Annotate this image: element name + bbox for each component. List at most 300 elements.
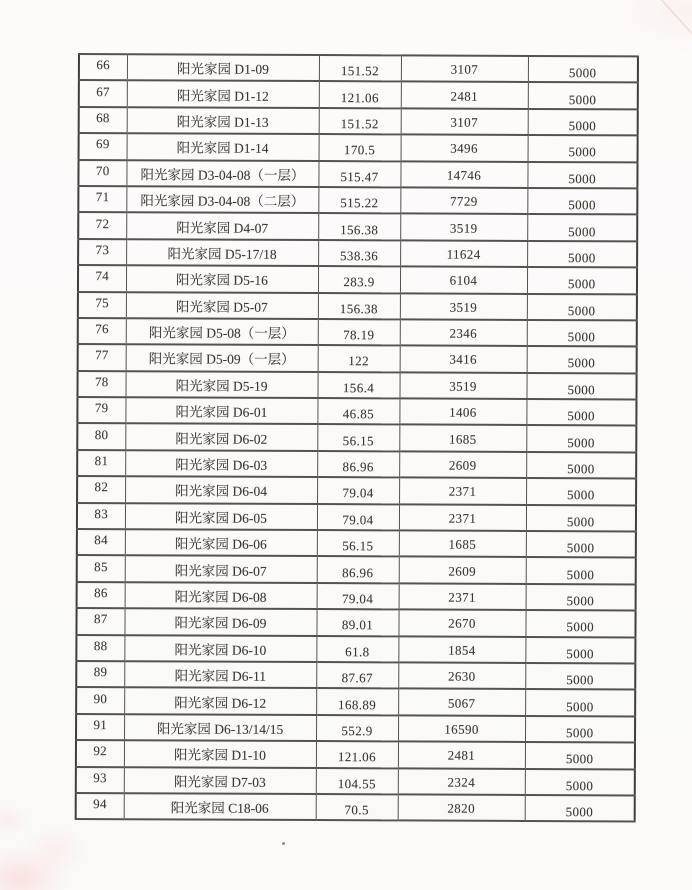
table-row [79, 107, 638, 136]
cell-row-number-text: 90 [93, 690, 108, 706]
cell-deposit [527, 188, 637, 215]
cell-area [316, 794, 398, 821]
cell-area-text: 515.22 [340, 195, 379, 211]
cell-amount-text: 2371 [448, 484, 477, 500]
table-row [78, 292, 637, 321]
cell-amount [399, 478, 526, 505]
cell-area [316, 688, 398, 715]
cell-amount-text: 2670 [448, 616, 476, 632]
cell-amount-text: 2324 [447, 774, 476, 790]
cell-row-number [76, 740, 124, 767]
cell-area [318, 213, 400, 240]
table-row [78, 265, 637, 294]
cell-deposit-text: 5000 [565, 777, 594, 793]
cell-unit-name [124, 793, 316, 820]
cell-unit-name-text: 阳光家园 D5-16 [176, 272, 268, 289]
cell-area [318, 240, 400, 267]
table-row [77, 529, 636, 558]
cell-row-number [76, 608, 124, 635]
cell-unit-name-text: 阳光家园 D5-19 [175, 378, 268, 394]
cell-unit-name-text: 阳光家园 D1-12 [176, 88, 269, 104]
cell-deposit-text: 5000 [566, 619, 595, 635]
cell-unit-name-text: 阳光家园 D6-05 [175, 510, 267, 526]
cell-area [319, 81, 401, 108]
cell-unit-name-text: 阳光家园 D4-07 [176, 219, 269, 236]
cell-amount-text: 1685 [448, 536, 477, 552]
cell-deposit-text: 5000 [567, 408, 596, 424]
cell-deposit-text: 5000 [568, 223, 596, 239]
cell-row-number-text: 93 [93, 769, 107, 785]
cell-deposit-text: 5000 [567, 461, 595, 477]
cell-amount-text: 1685 [448, 431, 477, 447]
cell-unit-name [126, 345, 318, 372]
cell-area [316, 662, 398, 689]
table-row [77, 503, 636, 532]
cell-unit-name [125, 424, 317, 451]
table-row [76, 608, 635, 637]
cell-unit-name-text: 阳光家园 D6-03 [175, 457, 268, 473]
cell-amount [399, 425, 526, 452]
cell-deposit-text: 5000 [568, 118, 597, 134]
cell-deposit [527, 214, 637, 241]
cell-unit-name-text: 阳光家园 D6-02 [175, 431, 268, 447]
cell-area-text: 122 [348, 353, 370, 369]
cell-amount [400, 319, 527, 346]
table-row [77, 582, 636, 611]
cell-area-text: 121.06 [337, 749, 377, 765]
cell-area [316, 768, 398, 795]
table-row [76, 740, 635, 769]
cell-row-number [79, 80, 127, 107]
cell-amount-text: 16590 [444, 721, 479, 737]
table-row [77, 476, 636, 505]
cell-row-number [79, 54, 127, 81]
cell-unit-name [126, 318, 318, 345]
cell-amount-text: 3107 [450, 114, 479, 130]
cell-area-text: 283.9 [343, 274, 375, 290]
cell-unit-name [124, 635, 316, 662]
cell-amount-text: 2820 [447, 800, 476, 816]
table-row [79, 80, 638, 109]
cell-unit-name-text: 阳光家园 D6-09 [174, 615, 267, 632]
cell-amount-text: 2481 [450, 88, 479, 104]
cell-row-number [77, 503, 125, 530]
cell-amount-text: 3519 [449, 220, 478, 236]
cell-unit-name [126, 265, 318, 292]
cell-unit-name-text: 阳光家园 D6-06 [174, 536, 267, 553]
cell-row-number-text: 75 [95, 294, 109, 310]
cell-amount [398, 662, 525, 689]
cell-row-number [77, 476, 125, 503]
cell-amount [398, 742, 525, 769]
cell-row-number-text: 87 [93, 611, 108, 627]
table-row [78, 186, 637, 215]
cell-row-number [77, 450, 125, 477]
cell-area-text: 170.5 [343, 142, 376, 158]
cell-deposit-text: 5000 [565, 751, 594, 767]
cell-area [317, 583, 399, 610]
table-row [78, 239, 637, 268]
cell-amount [398, 689, 525, 716]
cell-area-text: 79.04 [341, 591, 374, 607]
cell-area [318, 293, 400, 320]
cell-row-number-text: 69 [96, 136, 110, 152]
cell-row-number [76, 687, 124, 714]
cell-row-number-text: 71 [95, 189, 110, 205]
cell-amount-text: 2371 [448, 589, 476, 605]
cell-row-number [79, 107, 127, 134]
cell-row-number [76, 793, 124, 820]
cell-row-number-text: 83 [94, 505, 109, 521]
table-row [77, 423, 636, 452]
cell-area-text: 168.89 [338, 696, 377, 712]
cell-amount-text: 3519 [449, 299, 478, 315]
cell-deposit-text: 5000 [567, 302, 596, 318]
cell-deposit [526, 452, 636, 479]
cell-area-text: 156.38 [339, 300, 378, 317]
cell-unit-name [126, 292, 318, 319]
cell-area-text: 515.47 [340, 168, 379, 185]
cell-area [316, 636, 398, 663]
cell-deposit-text: 5000 [566, 593, 595, 609]
cell-row-number-text: 76 [95, 321, 109, 337]
table-row [77, 450, 636, 479]
cell-area-text: 56.15 [342, 432, 374, 448]
cell-deposit-text: 5000 [568, 144, 597, 160]
cell-row-number-text: 68 [96, 110, 110, 126]
cell-row-number [77, 397, 125, 424]
cell-deposit [525, 663, 635, 690]
cell-area-text: 156.4 [342, 380, 375, 396]
cell-row-number [78, 160, 126, 187]
cell-row-number-text: 77 [95, 347, 109, 363]
cell-amount-text: 3416 [449, 352, 477, 368]
cell-deposit [525, 795, 635, 822]
cell-unit-name-text: 阳光家园 D5-07 [175, 299, 268, 315]
cell-row-number [78, 239, 126, 266]
cell-area [318, 319, 400, 346]
cell-area-text: 552.9 [341, 723, 373, 739]
cell-unit-name [124, 661, 316, 688]
table-row [78, 212, 637, 241]
cell-deposit-text: 5000 [566, 698, 594, 714]
cell-area-text: 538.36 [340, 248, 379, 264]
cell-row-number [77, 529, 125, 556]
table-row [78, 344, 637, 373]
cell-row-number [77, 582, 125, 609]
cell-amount [399, 372, 526, 399]
cell-row-number [78, 186, 126, 213]
cell-amount-text: 2371 [448, 510, 477, 526]
table-row [78, 160, 637, 189]
cell-area [317, 425, 399, 452]
cell-area [317, 398, 399, 425]
cell-unit-name [125, 529, 317, 556]
cell-unit-name-text: 阳光家园 C18-06 [170, 800, 269, 816]
cell-area-text: 79.04 [342, 511, 374, 528]
cell-deposit-text: 5000 [567, 276, 596, 292]
cell-deposit [527, 293, 637, 320]
cell-area-text: 86.96 [342, 564, 374, 580]
cell-unit-name [127, 81, 319, 108]
cell-row-number-text: 91 [93, 717, 108, 733]
cell-deposit [526, 557, 636, 584]
cell-area-text: 104.55 [337, 775, 376, 792]
cell-area-text: 56.15 [342, 538, 374, 554]
cell-row-number-text: 67 [96, 83, 110, 99]
cell-amount-text: 1854 [448, 642, 476, 658]
table-row [76, 767, 635, 796]
cell-deposit-text: 5000 [565, 804, 594, 820]
cell-amount-text: 14746 [446, 167, 482, 183]
cell-deposit [528, 56, 638, 83]
cell-row-number-text: 85 [94, 558, 108, 574]
cell-deposit-text: 5000 [566, 566, 595, 582]
cell-deposit-text: 5000 [568, 250, 596, 266]
page-curl-artifact [654, 0, 692, 42]
cell-unit-name [124, 767, 316, 794]
cell-amount [399, 451, 526, 478]
cell-amount-text: 2346 [449, 325, 478, 341]
cell-row-number [77, 371, 125, 398]
cell-deposit [525, 742, 635, 769]
cell-amount [398, 610, 525, 637]
cell-area-text: 89.01 [341, 617, 374, 633]
cell-unit-name-text: 阳光家园 D6-10 [174, 642, 267, 658]
cell-deposit [528, 109, 638, 136]
cell-row-number [76, 661, 124, 688]
cell-area-text: 78.19 [343, 327, 375, 343]
cell-area [318, 161, 400, 188]
cell-unit-name [127, 133, 319, 160]
cell-row-number [78, 344, 126, 371]
cell-amount [398, 794, 525, 821]
cell-deposit [526, 425, 636, 452]
table-row [78, 318, 637, 347]
cell-amount [398, 768, 525, 795]
cell-unit-name [125, 503, 317, 530]
cell-row-number-text: 84 [94, 532, 108, 548]
cell-unit-name [124, 740, 316, 767]
cell-amount-text: 11624 [446, 246, 481, 262]
table-row [76, 793, 635, 822]
cell-unit-name [126, 213, 318, 240]
table-row [79, 54, 638, 83]
cell-deposit [525, 769, 635, 796]
cell-row-number-text: 92 [93, 743, 108, 759]
cell-unit-name-text: 阳光家园 D6-11 [174, 668, 267, 684]
cell-area [317, 477, 399, 504]
cell-area [319, 134, 401, 161]
cell-unit-name-text: 阳光家园 D6-04 [175, 483, 268, 500]
cell-row-number [78, 212, 126, 239]
cell-row-number-text: 86 [94, 585, 108, 601]
cell-unit-name [124, 688, 316, 715]
cell-amount [398, 636, 525, 663]
cell-deposit-text: 5000 [567, 382, 596, 398]
cell-amount [400, 240, 527, 267]
cell-unit-name [125, 397, 317, 424]
cell-amount [399, 557, 526, 584]
cell-area-text: 86.96 [342, 459, 374, 475]
cell-deposit-text: 5000 [566, 672, 594, 688]
cell-row-number-text: 66 [96, 57, 111, 73]
cell-area [317, 504, 399, 531]
cell-unit-name-text: 阳光家园 D1-13 [176, 114, 269, 130]
cell-unit-name-text: 阳光家园 D3-04-08（一层） [140, 167, 305, 183]
cell-row-number-text: 82 [94, 479, 109, 495]
cell-unit-name-text: 阳光家园 D6-07 [174, 563, 267, 579]
cell-unit-name-text: 阳光家园 D5-08（一层） [148, 325, 295, 342]
table-row [76, 687, 635, 716]
cell-deposit-text: 5000 [567, 329, 596, 345]
cell-area [316, 715, 398, 742]
cell-row-number [78, 265, 126, 292]
cell-deposit [527, 241, 637, 268]
cell-amount-text: 2609 [448, 457, 477, 473]
cell-deposit-text: 5000 [565, 725, 594, 741]
cell-unit-name-text: 阳光家园 D6-01 [175, 404, 268, 421]
cell-area-text: 70.5 [344, 802, 369, 818]
cell-unit-name-text: 阳光家园 D6-13/14/15 [156, 721, 284, 737]
table-row [77, 371, 636, 400]
cell-amount-text: 3519 [449, 378, 477, 394]
cell-area [317, 372, 399, 399]
cell-area-text: 61.8 [345, 643, 370, 660]
ink-dot-artifact [282, 842, 285, 845]
cell-amount [398, 715, 525, 742]
cell-row-number [76, 714, 124, 741]
cell-area-text: 121.06 [340, 89, 379, 105]
cell-unit-name [126, 160, 318, 187]
cell-amount [401, 135, 528, 162]
cell-area-text: 46.85 [342, 406, 375, 422]
table-row [76, 714, 635, 743]
cell-deposit [527, 267, 637, 294]
cell-unit-name-text: 阳光家园 D1-10 [173, 747, 266, 764]
cell-deposit-text: 5000 [566, 540, 595, 556]
table-row [77, 397, 636, 426]
cell-area [318, 266, 400, 293]
cell-unit-name [125, 582, 317, 609]
cell-amount-text: 2630 [447, 668, 476, 684]
cell-unit-name-text: 阳光家园 D6-12 [174, 694, 267, 711]
cell-row-number-text: 70 [95, 162, 110, 178]
cell-deposit [526, 531, 636, 558]
cell-deposit-text: 5000 [566, 513, 595, 530]
cell-amount [399, 398, 526, 425]
cell-unit-name-text: 阳光家园 D7-03 [173, 774, 266, 790]
cell-amount-text: 3496 [450, 140, 478, 157]
cell-area-text: 79.04 [342, 485, 374, 501]
cell-deposit [526, 478, 636, 505]
cell-row-number-text: 88 [93, 637, 108, 653]
cell-area-text: 87.67 [341, 670, 373, 686]
cell-area-text: 156.38 [340, 221, 379, 237]
cell-area-text: 151.52 [340, 63, 380, 79]
cell-area [318, 345, 400, 372]
cell-unit-name [125, 450, 317, 477]
cell-deposit-text: 5000 [568, 91, 597, 107]
cell-deposit [525, 689, 635, 716]
cell-amount [401, 108, 528, 135]
cell-amount [399, 530, 526, 557]
table-row [77, 555, 636, 584]
cell-amount [399, 583, 526, 610]
cell-area [317, 530, 399, 557]
table-row [76, 661, 635, 690]
cell-amount-text: 3107 [450, 61, 479, 77]
cell-amount [400, 187, 527, 214]
cell-deposit [526, 584, 636, 611]
cell-deposit-text: 5000 [568, 65, 597, 81]
cell-deposit [525, 637, 635, 664]
cell-row-number [78, 318, 126, 345]
cell-unit-name-text: 阳光家园 D3-04-08（二层） [140, 193, 305, 210]
cell-deposit [528, 135, 638, 162]
cell-unit-name [127, 54, 319, 81]
cell-unit-name-text: 阳光家园 D5-17/18 [167, 246, 277, 262]
fee-table [75, 53, 639, 823]
cell-area [317, 556, 399, 583]
cell-unit-name [126, 186, 318, 213]
cell-deposit-text: 5000 [566, 487, 595, 503]
fee-table-body [76, 54, 638, 822]
cell-deposit [526, 505, 636, 532]
cell-deposit [528, 82, 638, 109]
cell-area [319, 55, 401, 82]
cell-deposit [527, 346, 637, 373]
cell-amount [400, 267, 527, 294]
cell-area [318, 187, 400, 214]
cell-amount-text: 5067 [447, 695, 476, 711]
cell-row-number-text: 79 [94, 400, 109, 416]
cell-row-number-text: 81 [94, 453, 109, 469]
cell-unit-name-text: 阳光家园 D1-09 [176, 61, 269, 78]
cell-row-number-text: 73 [95, 242, 110, 258]
cell-unit-name [125, 476, 317, 503]
cell-amount-text: 2609 [448, 563, 477, 579]
cell-area-text: 151.52 [340, 116, 379, 132]
cell-deposit-text: 5000 [568, 170, 597, 187]
cell-deposit-text: 5000 [566, 645, 594, 662]
cell-row-number [76, 635, 124, 662]
cell-row-number-text: 94 [93, 796, 107, 812]
cell-unit-name [124, 714, 316, 741]
cell-deposit [527, 162, 637, 189]
cell-unit-name [127, 107, 319, 134]
table-row [79, 133, 638, 162]
cell-row-number [78, 292, 126, 319]
cell-unit-name [124, 608, 316, 635]
cell-deposit [525, 610, 635, 637]
cell-row-number [76, 767, 124, 794]
table-row [76, 635, 635, 664]
cell-amount [400, 161, 527, 188]
cell-amount-text: 2481 [447, 747, 476, 764]
cell-area [317, 451, 399, 478]
cell-amount [400, 293, 527, 320]
cell-amount [400, 346, 527, 373]
cell-amount-text: 6104 [449, 272, 478, 289]
cell-row-number-text: 72 [95, 215, 110, 231]
cell-deposit-text: 5000 [568, 197, 596, 213]
cell-row-number [79, 133, 127, 160]
cell-row-number-text: 80 [94, 426, 109, 442]
cell-amount-text: 1406 [449, 404, 477, 421]
cell-unit-name [125, 371, 317, 398]
cell-row-number-text: 74 [95, 268, 110, 284]
